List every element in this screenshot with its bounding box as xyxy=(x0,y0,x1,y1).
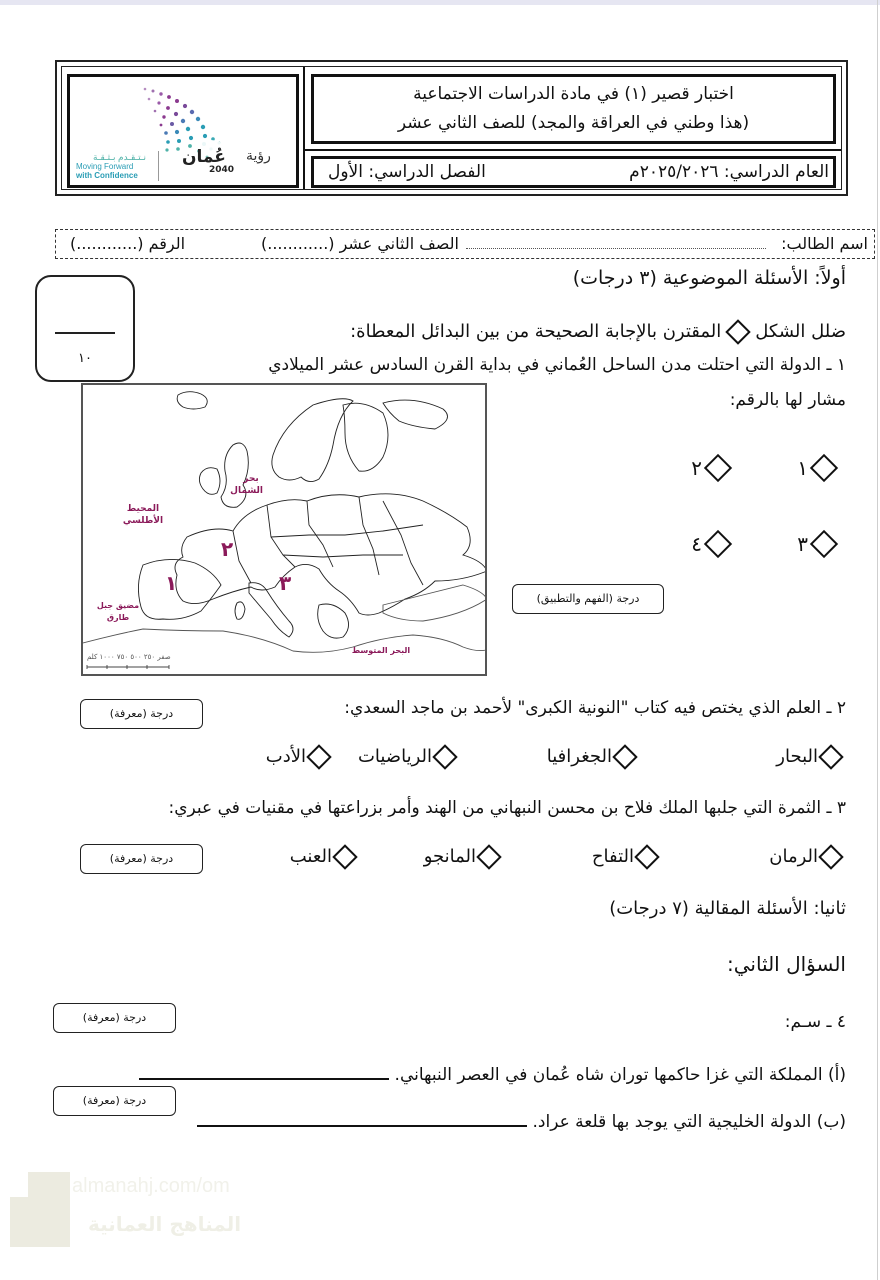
q2-option-2[interactable] xyxy=(547,746,640,767)
q4a-answer-line[interactable] xyxy=(139,1078,389,1080)
q4-label: ٤ ـ سـم: xyxy=(784,1012,846,1032)
q2-option-2-label: الجغرافيا xyxy=(546,746,612,767)
logo-oman-text: عُمان xyxy=(182,147,226,167)
q1-option-1-label: ١ xyxy=(797,456,808,480)
instruction xyxy=(350,321,846,342)
student-name-label: اسم الطالب: xyxy=(781,234,868,253)
q3-option-4-label: العنب xyxy=(289,846,332,867)
academic-year: العام الدراسي: ٢٠٢٥/٢٠٢٦م xyxy=(629,162,829,182)
exam-meta xyxy=(311,156,836,188)
section2-title: ثانيا: الأسئلة المقالية (٧ درجات) xyxy=(609,898,846,919)
q2-option-3-label: الرياضيات xyxy=(357,746,432,767)
map-label-mediterranean: البحر المتوسط xyxy=(351,646,411,655)
q2-option-4[interactable] xyxy=(266,746,334,767)
student-grade-field[interactable]: الصف الثاني عشر (............) xyxy=(261,234,459,253)
q4-grade-tag-b: درجة (معرفة) xyxy=(53,1086,176,1116)
q3-option-1-label: الرمان xyxy=(769,846,818,867)
q3-text: ٣ ـ الثمرة التي جلبها الملك فلاح بن محسن النبهاني من الهند وأمر بزراعتها في مقنيات في عبري: xyxy=(168,798,846,818)
q1-option-2[interactable] xyxy=(691,456,734,480)
q3-grade-tag: درجة (معرفة) xyxy=(80,844,203,874)
q1-grade-tag: درجة (الفهم والتطبيق) xyxy=(512,584,664,614)
q4b xyxy=(197,1112,846,1132)
score-line xyxy=(55,332,115,334)
diamond-icon[interactable] xyxy=(612,744,637,769)
student-number-field[interactable]: الرقم (............) xyxy=(70,234,186,253)
diamond-icon[interactable] xyxy=(818,744,843,769)
logo-slogan-en-2: with Confidence xyxy=(76,171,138,180)
q2-option-4-label: الأدب xyxy=(265,746,306,767)
header-inner-frame xyxy=(61,66,842,190)
section2-subtitle: السؤال الثاني: xyxy=(726,952,846,976)
exam-header xyxy=(55,60,848,196)
diamond-icon[interactable] xyxy=(634,844,659,869)
q1-text-line2: مشار لها بالرقم: xyxy=(729,390,846,410)
q2-option-1-label: البحار xyxy=(776,746,818,767)
map-number-3: ٣ xyxy=(279,571,292,595)
diamond-icon[interactable] xyxy=(432,744,457,769)
top-bar xyxy=(0,0,880,5)
watermark-url: almanahj.com/om xyxy=(72,1175,230,1197)
q2-option-3[interactable] xyxy=(358,746,460,767)
logo-separator xyxy=(158,151,159,181)
diamond-icon[interactable] xyxy=(810,530,838,558)
q2-option-1[interactable] xyxy=(776,746,846,767)
logo-slogan-ar: نـتـقـدم بـثـقـة xyxy=(93,152,146,162)
watermark-text: المناهج العمانية xyxy=(88,1212,242,1236)
diamond-icon[interactable] xyxy=(704,530,732,558)
instruction-pre: ضلل الشكل xyxy=(755,321,846,342)
diamond-icon xyxy=(726,319,751,344)
exam-title-line2: (هذا وطني في العراقة والمجد) للصف الثاني عشر xyxy=(397,113,750,133)
logo-slogan-en-1: Moving Forward xyxy=(76,162,134,171)
header-divider-horizontal xyxy=(305,149,841,151)
q1-option-3-label: ٣ xyxy=(797,532,808,556)
q4b-text: (ب) الدولة الخليجية التي يوجد بها قلعة عراد. xyxy=(532,1112,846,1132)
student-name-field[interactable] xyxy=(466,248,766,249)
map-number-2: ٢ xyxy=(221,537,234,561)
logo-vision-text: رؤية xyxy=(246,148,271,164)
map-scale: صفر ٢٥٠ ٥٠٠ ٧٥٠ ١٠٠٠ كلم xyxy=(87,653,171,661)
page-edge xyxy=(877,0,878,1280)
semester: الفصل الدراسي: الأول xyxy=(328,162,486,182)
map-number-1: ١ xyxy=(165,571,178,595)
map-label-north-sea: بحر الشمال xyxy=(230,474,263,496)
q1-option-4-label: ٤ xyxy=(691,532,702,556)
diamond-icon[interactable] xyxy=(332,844,357,869)
q1-option-3[interactable] xyxy=(797,532,840,556)
diamond-icon[interactable] xyxy=(306,744,331,769)
score-total: ١٠ xyxy=(78,351,92,366)
section1-title: أولاً: الأسئلة الموضوعية (٣ درجات) xyxy=(572,267,846,289)
logo-year: 2040 xyxy=(209,165,235,175)
q4-grade-tag-a: درجة (معرفة) xyxy=(53,1003,176,1033)
q3-option-3[interactable] xyxy=(424,846,504,867)
q3-option-3-label: المانجو xyxy=(423,846,476,867)
q3-option-4[interactable] xyxy=(290,846,360,867)
diamond-icon[interactable] xyxy=(818,844,843,869)
diamond-icon[interactable] xyxy=(810,454,838,482)
map-outline-icon xyxy=(83,385,487,676)
europe-map xyxy=(81,383,487,676)
q2-text: ٢ ـ العلم الذي يختص فيه كتاب "النونية الكبرى" لأحمد بن ماجد السعدي: xyxy=(344,698,846,718)
instruction-post: المقترن بالإجابة الصحيحة من بين البدائل المعطاة: xyxy=(350,321,722,342)
logo-slogan xyxy=(76,153,146,180)
exam-title xyxy=(311,74,836,144)
q4b-answer-line[interactable] xyxy=(197,1125,527,1127)
oman-vision-logo xyxy=(67,74,299,188)
map-label-atlantic: المحيط الأطلسي xyxy=(122,504,164,526)
q3-option-2[interactable] xyxy=(592,846,662,867)
diamond-icon[interactable] xyxy=(476,844,501,869)
q3-option-2-label: التفاح xyxy=(591,846,634,867)
header-divider-vertical xyxy=(303,67,305,189)
student-info-bar xyxy=(55,229,875,259)
q1-text-line1: ١ ـ الدولة التي احتلت مدن الساحل العُماني في بداية القرن السادس عشر الميلادي xyxy=(268,355,846,375)
score-box[interactable] xyxy=(35,275,135,382)
q1-option-4[interactable] xyxy=(691,532,734,556)
q2-grade-tag: درجة (معرفة) xyxy=(80,699,203,729)
q1-option-1[interactable] xyxy=(797,456,840,480)
map-label-gibraltar: مضيق جبل طارق xyxy=(96,601,140,622)
q3-option-1[interactable] xyxy=(769,846,846,867)
diamond-icon[interactable] xyxy=(704,454,732,482)
watermark-logo-block xyxy=(10,1197,50,1247)
q4a-text: (أ) المملكة التي غزا حاكمها توران شاه عُمان في العصر النبهاني. xyxy=(394,1065,846,1085)
exam-title-line1: اختبار قصير (١) في مادة الدراسات الاجتماعية xyxy=(413,84,734,104)
q4a xyxy=(139,1065,846,1085)
q1-option-2-label: ٢ xyxy=(691,456,702,480)
